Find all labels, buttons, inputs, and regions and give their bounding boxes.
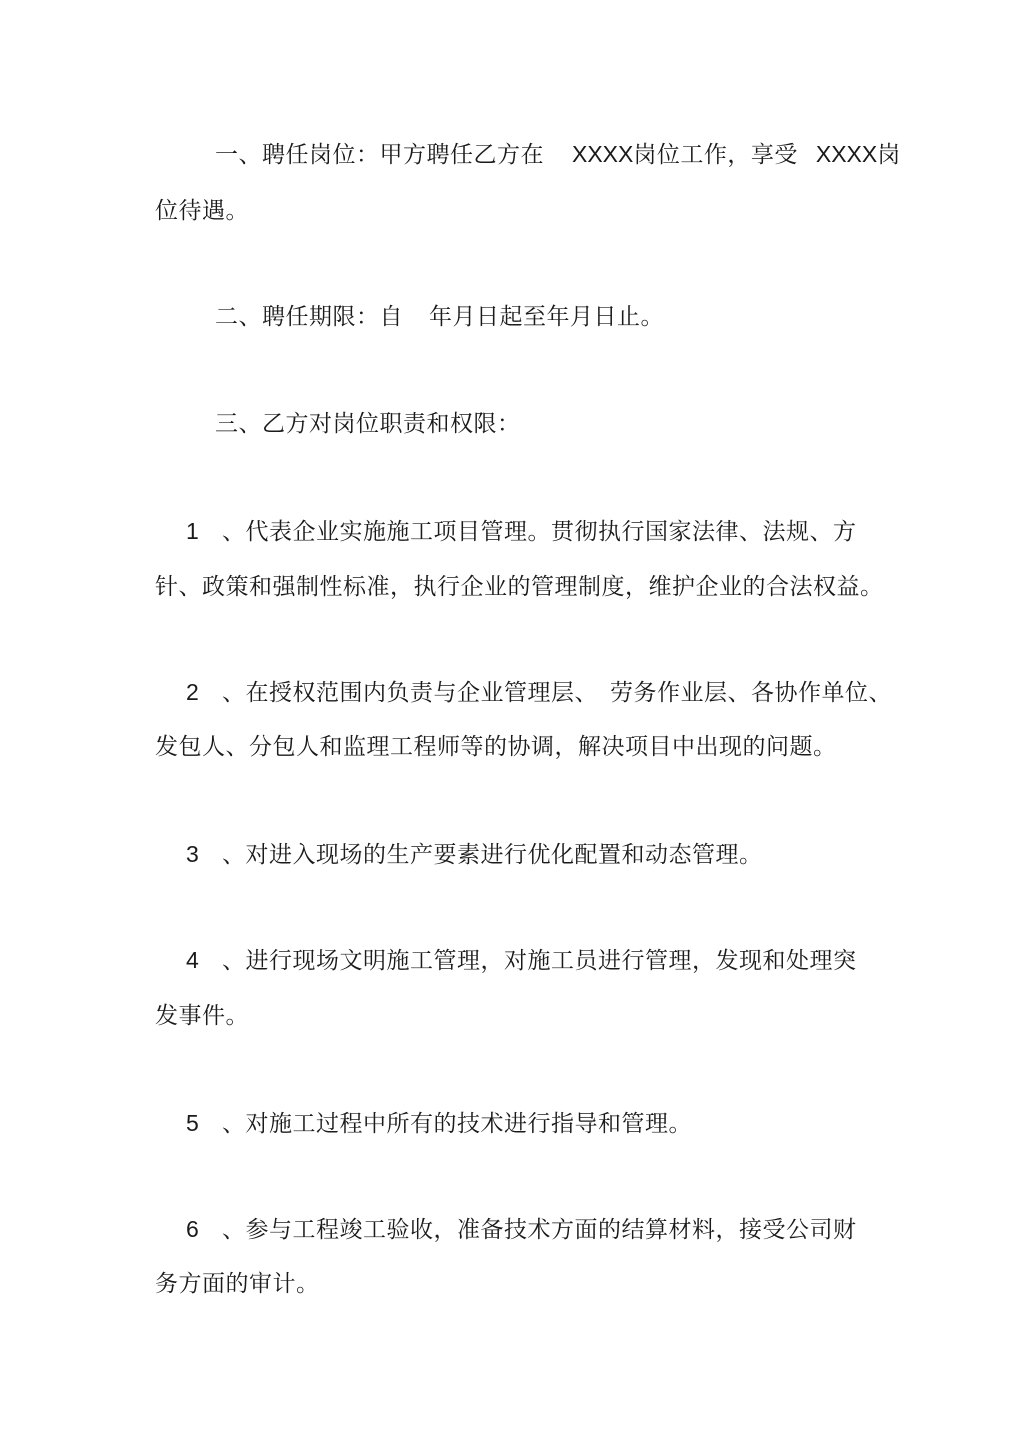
section-1-prefix: 一、聘任岗位：甲方聘任乙方在 <box>215 142 544 168</box>
item-6-line-2: 务方面的审计。 <box>155 1271 320 1297</box>
item-3-text-1: 、对进入现场的生产要素进行优化配置和动态管理。 <box>222 842 763 868</box>
item-3-line-1 <box>186 839 763 870</box>
section-3-heading: 三、乙方对岗位职责和权限： <box>215 411 521 437</box>
section-1-line-1 <box>215 139 901 170</box>
item-1-number: 1 <box>186 518 200 544</box>
item-2-number: 2 <box>186 679 200 705</box>
item-1-text-1: 、代表企业实施施工项目管理。贯彻执行国家法律、法规、方 <box>222 519 857 545</box>
item-2-text-1a: 、在授权范围内负责与企业管理层、 <box>222 680 598 706</box>
section-1-placeholder-1: XXXX <box>572 141 634 167</box>
item-2-text-1b: 劳务作业层、各协作单位、 <box>610 680 892 706</box>
section-1-line-2: 位待遇。 <box>155 198 249 224</box>
item-6-number: 6 <box>186 1216 200 1242</box>
item-4-number: 4 <box>186 947 200 973</box>
section-2-prefix: 二、聘任期限：自 <box>215 304 403 330</box>
section-2-line <box>215 302 664 332</box>
section-1-suffix: 岗 <box>877 142 901 168</box>
item-5-line-1 <box>186 1108 692 1139</box>
section-1-placeholder-2: XXXX <box>815 141 878 167</box>
item-5-text-1: 、对施工过程中所有的技术进行指导和管理。 <box>222 1111 692 1137</box>
section-2-rest: 年月日起至年月日止。 <box>429 304 664 330</box>
item-1-line-1 <box>186 516 857 547</box>
item-5-number: 5 <box>186 1110 200 1136</box>
section-1-mid: 岗位工作，享受 <box>633 142 798 168</box>
item-6-text-1: 、参与工程竣工验收，准备技术方面的结算材料，接受公司财 <box>222 1217 857 1243</box>
item-1-line-2: 针、政策和强制性标准，执行企业的管理制度，维护企业的合法权益。 <box>155 574 884 600</box>
item-4-line-2: 发事件。 <box>155 1003 249 1029</box>
item-4-line-1 <box>186 945 857 976</box>
item-4-text-1: 、进行现场文明施工管理，对施工员进行管理，发现和处理突 <box>222 948 857 974</box>
item-3-number: 3 <box>186 841 200 867</box>
item-2-line-1 <box>186 677 892 708</box>
item-2-line-2: 发包人、分包人和监理工程师等的协调，解决项目中出现的问题。 <box>155 734 837 760</box>
item-6-line-1 <box>186 1214 857 1245</box>
